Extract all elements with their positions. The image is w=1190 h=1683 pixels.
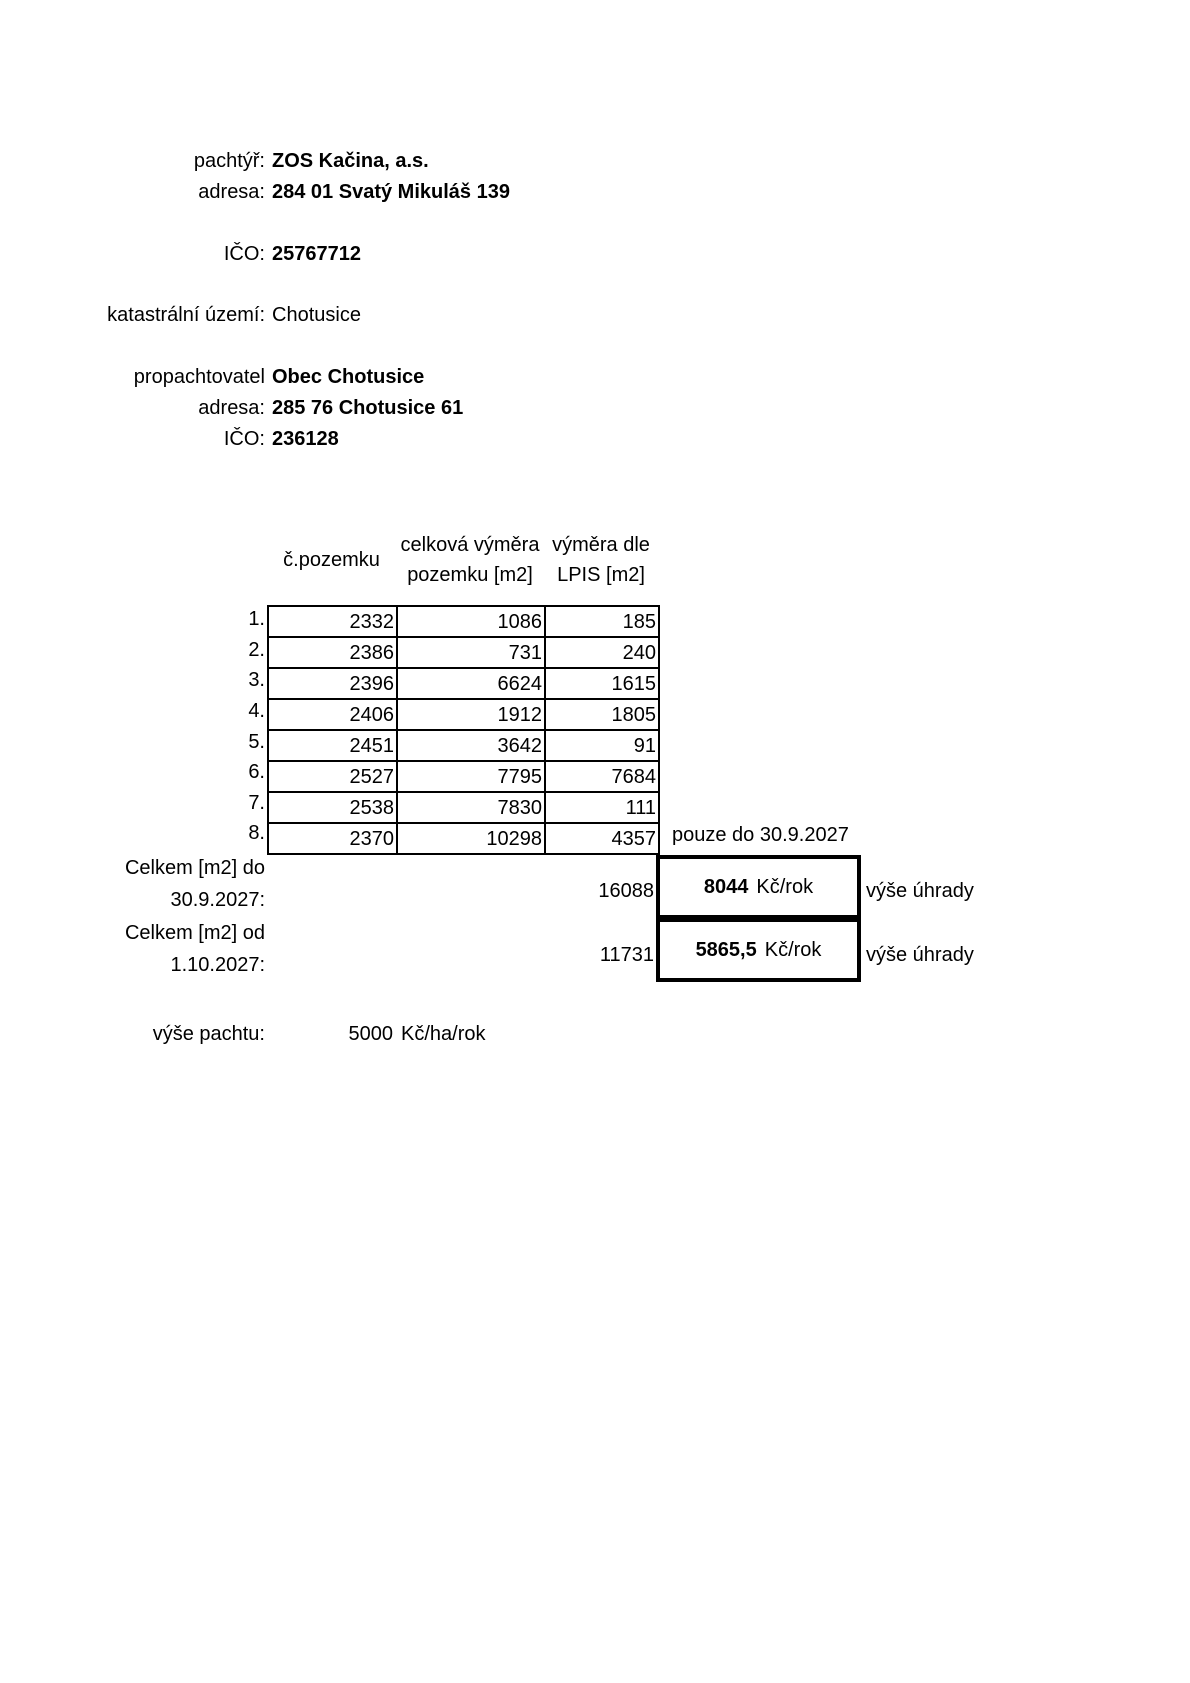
parcel-number-cell: 2451 (268, 730, 397, 761)
landlord-name: Obec Chotusice (272, 366, 425, 388)
tenant-name: ZOS Kačina, a.s. (272, 150, 429, 172)
parcel-number-cell: 2406 (268, 699, 397, 730)
parcel-number-cell: 2386 (268, 637, 397, 668)
total-area-cell: 731 (397, 637, 545, 668)
row-number: 3. (248, 669, 265, 691)
total-area-until: 16088 (598, 880, 654, 902)
rent-value: 5000 (348, 1023, 393, 1045)
total-area-cell: 10298 (397, 823, 545, 854)
payment-note-from: výše úhrady (866, 944, 974, 966)
rent-unit: Kč/ha/rok (401, 1023, 486, 1045)
landlord-ico: 236128 (272, 428, 339, 450)
landlord-label: propachtovatel (133, 366, 265, 388)
tenant-address-label: adresa: (198, 181, 265, 203)
header-total-area-line1: celková výměra (400, 534, 540, 556)
header-total-area (396, 530, 544, 590)
payment-amount-from: 5865,5 (695, 938, 757, 961)
total-area-cell: 7830 (397, 792, 545, 823)
table-row (268, 637, 659, 668)
row8-note: pouze do 30.9.2027 (672, 824, 849, 846)
table-row (268, 730, 659, 761)
total-label-until-line1: Celkem [m2] do (124, 857, 265, 879)
row-number: 2. (248, 639, 265, 661)
row-number: 6. (248, 761, 265, 783)
total-area-cell: 7795 (397, 761, 545, 792)
lpis-area-cell: 4357 (545, 823, 659, 854)
payment-unit-until: Kč/rok (756, 875, 814, 898)
table-row (268, 823, 659, 854)
tenant-ico: 25767712 (272, 243, 361, 265)
total-area-cell: 1086 (397, 606, 545, 637)
lpis-area-cell: 185 (545, 606, 659, 637)
tenant-label: pachtýř: (193, 150, 265, 172)
tenant-address: 284 01 Svatý Mikuláš 139 (272, 181, 510, 203)
header-lpis-area-line1: výměra dle (552, 534, 650, 556)
landlord-ico-label: IČO: (223, 428, 265, 450)
parcel-number-cell: 2527 (268, 761, 397, 792)
lpis-area-cell: 1615 (545, 668, 659, 699)
row-number: 5. (248, 731, 265, 753)
total-area-cell: 1912 (397, 699, 545, 730)
header-lpis-area (544, 530, 658, 590)
total-label-until-line2: 30.9.2027: (170, 889, 265, 911)
table-row (268, 761, 659, 792)
header-total-area-line2: pozemku [m2] (407, 564, 533, 586)
parcel-number-cell: 2370 (268, 823, 397, 854)
rent-label: výše pachtu: (152, 1023, 265, 1045)
total-label-from (125, 917, 265, 981)
payment-note-until: výše úhrady (866, 880, 974, 902)
table-row (268, 606, 659, 637)
lpis-area-cell: 91 (545, 730, 659, 761)
table-row (268, 792, 659, 823)
payment-box-from (656, 918, 861, 982)
row-number: 1. (248, 608, 265, 630)
total-label-from-line1: Celkem [m2] od (124, 922, 265, 944)
parcel-number-cell: 2538 (268, 792, 397, 823)
lpis-area-cell: 1805 (545, 699, 659, 730)
row-number: 8. (248, 822, 265, 844)
lpis-area-cell: 111 (545, 792, 659, 823)
lpis-area-cell: 240 (545, 637, 659, 668)
table-row (268, 668, 659, 699)
row-number: 7. (248, 792, 265, 814)
cadastre-value: Chotusice (272, 304, 361, 326)
parcel-table (267, 605, 660, 855)
payment-amount-until: 8044 (703, 875, 749, 898)
cadastre-label: katastrální území: (107, 304, 265, 326)
total-label-until (125, 852, 265, 916)
payment-box-until (656, 855, 861, 919)
total-area-cell: 6624 (397, 668, 545, 699)
parcel-number-cell: 2332 (268, 606, 397, 637)
payment-unit-from: Kč/rok (764, 938, 822, 961)
lpis-area-cell: 7684 (545, 761, 659, 792)
header-lpis-area-line2: LPIS [m2] (557, 564, 645, 586)
landlord-address: 285 76 Chotusice 61 (272, 397, 464, 419)
tenant-ico-label: IČO: (223, 243, 265, 265)
row-number: 4. (248, 700, 265, 722)
landlord-address-label: adresa: (198, 397, 265, 419)
total-area-from: 11731 (599, 944, 654, 966)
total-area-cell: 3642 (397, 730, 545, 761)
header-parcel: č.pozemku (283, 549, 380, 571)
table-row (268, 699, 659, 730)
parcel-number-cell: 2396 (268, 668, 397, 699)
total-label-from-line2: 1.10.2027: (170, 954, 265, 976)
